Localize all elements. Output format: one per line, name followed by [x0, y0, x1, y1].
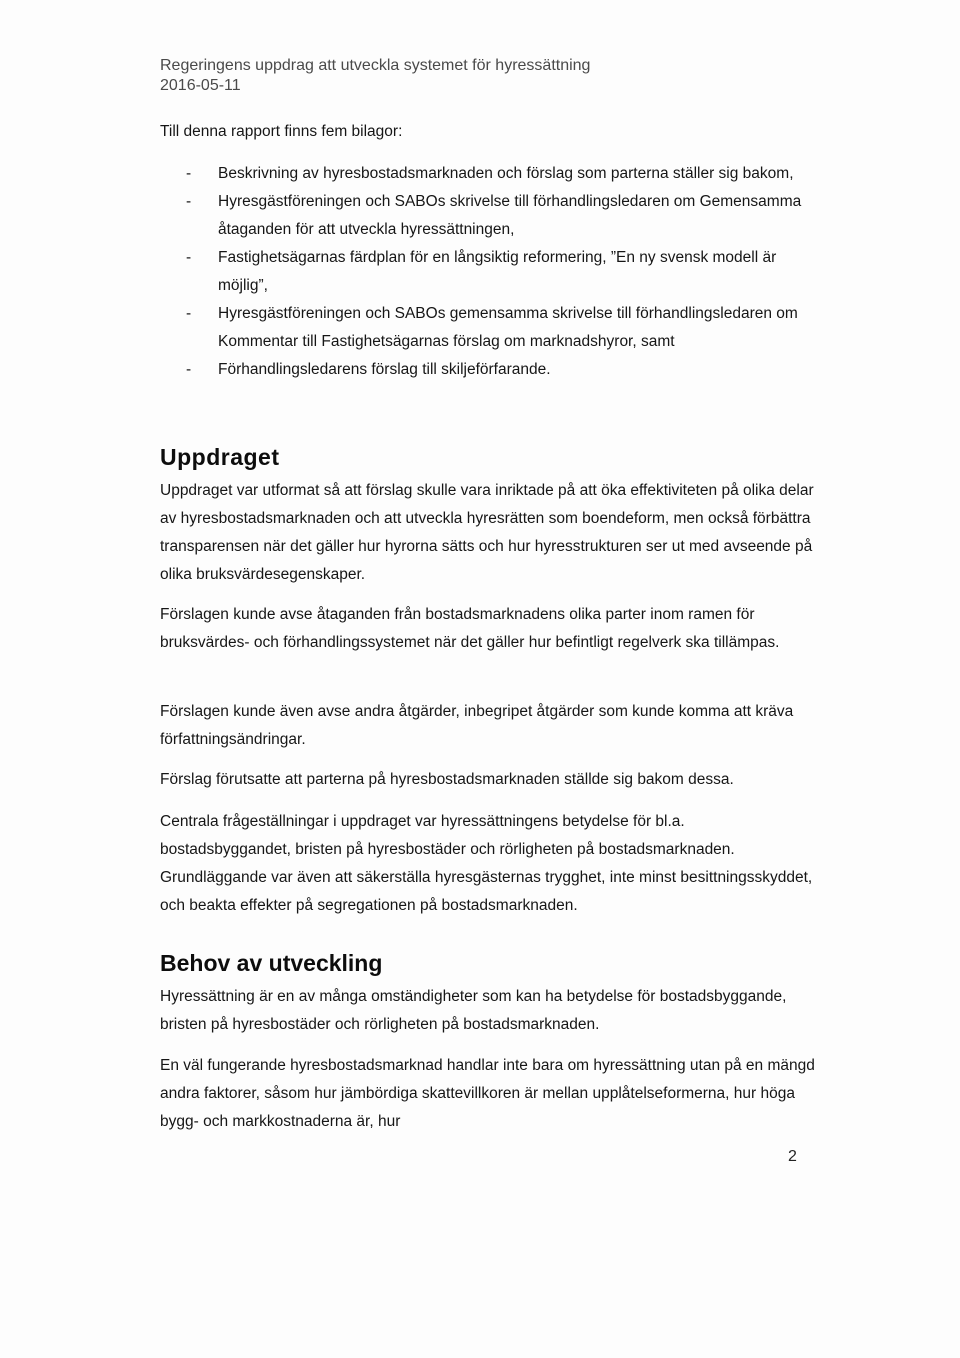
page-number: 2	[788, 1148, 797, 1165]
list-item-text: Förhandlingsledarens förslag till skiljeförfarande.	[218, 361, 551, 378]
list-item	[160, 244, 820, 300]
section-heading-behov: Behov av utveckling	[160, 950, 383, 976]
uppdraget-paragraph-1: Uppdraget var utformat så att förslag skulle vara inriktade på att öka effektiviteten på olika delar av hyresbostadsmarknaden och att utveckla hyresrätten som boendeform, men också förbättra transparensen när det gäller hur hyrorna sätts och hur hyresstrukturen ser ut med avseende på olika bruksvärdesegenskaper.	[160, 482, 814, 583]
uppdraget-paragraph-4: Förslag förutsatte att parterna på hyresbostadsmarknaden ställde sig bakom dessa.	[160, 771, 734, 788]
behov-paragraph-1: Hyressättning är en av många omständigheter som kan ha betydelse för bostadsbyggande, bristen på hyresbostäder och rörligheten på bostadsmarknaden.	[160, 988, 787, 1033]
running-header-date: 2016-05-11	[160, 77, 241, 94]
uppdraget-paragraph-2: Förslagen kunde avse åtaganden från bostadsmarknadens olika parter inom ramen för bruksvärdes- och förhandlingssystemet när det gäller hur befintligt regelverk ska tillämpas.	[160, 606, 780, 651]
attachments-intro: Till denna rapport finns fem bilagor:	[160, 123, 403, 140]
list-dash: -	[186, 249, 192, 266]
list-item-text: Hyresgästföreningen och SABOs skrivelse till förhandlingsledaren om Gemensamma åtaganden för att utveckla hyressättningen,	[218, 193, 802, 238]
running-header-title: Regeringens uppdrag att utveckla systemet för hyressättning	[160, 57, 591, 74]
uppdraget-paragraph-3: Förslagen kunde även avse andra åtgärder, inbegripet åtgärder som kunde komma att kräva författningsändringar.	[160, 703, 794, 748]
list-dash: -	[186, 361, 192, 378]
list-item	[160, 300, 820, 356]
list-dash: -	[186, 165, 192, 182]
attachments-list	[160, 160, 820, 384]
list-item	[160, 356, 820, 384]
list-item-text: Fastighetsägarnas färdplan för en långsiktig reformering, ”En ny svensk modell är möjlig”,	[218, 249, 777, 294]
section-heading-uppdraget: Uppdraget	[160, 444, 280, 470]
list-dash: -	[186, 193, 192, 210]
list-item-text: Beskrivning av hyresbostadsmarknaden och förslag som parterna ställer sig bakom,	[218, 165, 794, 182]
behov-paragraph-2: En väl fungerande hyresbostadsmarknad handlar inte bara om hyressättning utan på en mängd andra faktorer, såsom hur jämbördiga skattevillkoren är mellan upplåtelseformerna, hur höga bygg- och markkostnaderna är, hur	[160, 1057, 815, 1130]
list-item-text: Hyresgästföreningen och SABOs gemensamma skrivelse till förhandlingsledaren om Kommentar till Fastighetsägarnas förslag om marknadshyror, samt	[218, 305, 798, 350]
list-item	[160, 188, 820, 244]
list-item	[160, 160, 820, 188]
uppdraget-paragraph-5: Centrala frågeställningar i uppdraget var hyressättningens betydelse för bl.a. bostadsbyggandet, bristen på hyresbostäder och rörligheten på bostadsmarknaden. Grundläggande var även att säkerställa hyresgästernas trygghet, inte minst besittningsskyddet, och beakta effekter på segregationen på bostadsmarknaden.	[160, 813, 813, 914]
list-dash: -	[186, 305, 192, 322]
